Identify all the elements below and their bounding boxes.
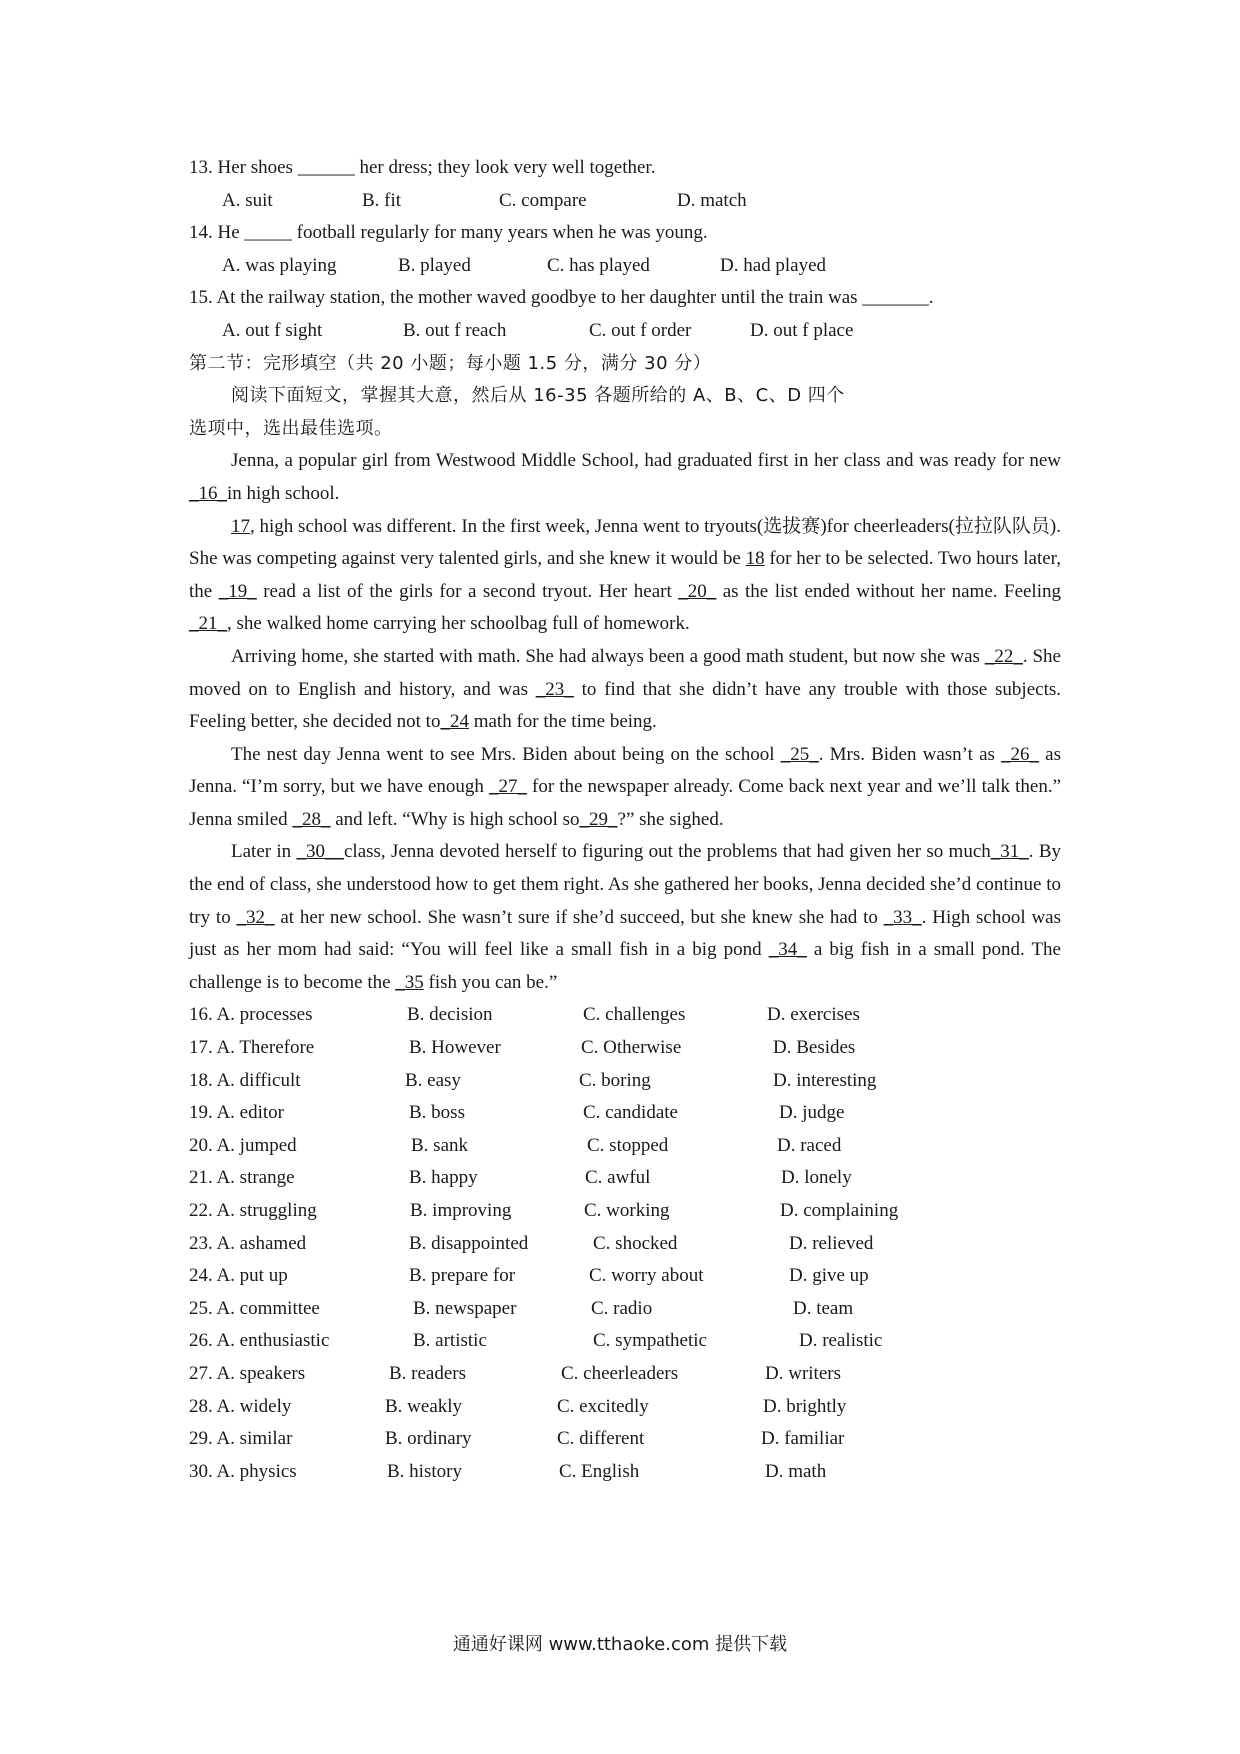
- option-d: D. match: [677, 189, 747, 211]
- blank-35: _35: [395, 971, 424, 993]
- option-d: D. had played: [720, 254, 827, 276]
- section-heading: 第二节：完形填空（共 20 小题；每小题 1.5 分，满分 30 分）: [189, 352, 712, 374]
- question-14: [189, 217, 1061, 282]
- passage-paragraph-3: Arriving home, she started with math. She had always been a good math student, but now she was _22_. She moved on to English and history, and was _23_ to find that she didn’t have any trouble with those subjects. Feeling better, she decided not to_24 math for the time being.: [189, 645, 1061, 733]
- question-options: [189, 185, 1061, 218]
- choice-row: 24. A. put up B. prepare for C. worry about D. give up: [189, 1265, 869, 1287]
- choice-row: 26. A. enthusiastic B. artistic C. sympathetic D. realistic: [189, 1330, 883, 1352]
- choice-row: 17. A. Therefore B. However C. Otherwise D. Besides: [189, 1037, 856, 1059]
- blank-22: _22_: [984, 645, 1023, 667]
- option-a: A. suit: [222, 189, 273, 211]
- choice-row: 29. A. similar B. ordinary C. different D. familiar: [189, 1428, 845, 1450]
- blank-27: _27_: [488, 776, 527, 798]
- choice-row: 16. A. processes B. decision C. challenges D. exercises: [189, 1004, 860, 1026]
- blank-25: _25_: [780, 743, 819, 765]
- option-b: B. fit: [362, 189, 402, 211]
- question-13: [189, 152, 1061, 217]
- passage-paragraph-2: 17, high school was different. In the first week, Jenna went to tryouts(选拔赛)for cheerleaders(拉拉队队员). She was competing against very talented girls, and she knew it would be 18 for her to be selected. Two hours later, the _19_ read a list of the girls for a second tryout. Her heart _20_ as the list ended without her name. Feeling _21_, she walked home carrying her schoolbag full of homework.: [189, 515, 1061, 635]
- option-c: C. has played: [547, 254, 650, 276]
- question-stem: 13. Her shoes ______ her dress; they look very well together.: [189, 157, 656, 178]
- blank-19: _19_: [218, 580, 257, 602]
- page-footer: 通通好课网 www.tthaoke.com 提供下载: [452, 1634, 788, 1655]
- blank-21: _21_: [189, 613, 227, 635]
- option-b: B. played: [398, 254, 471, 276]
- option-a: A. was playing: [222, 254, 337, 276]
- blank-33: _33_: [883, 906, 922, 928]
- blank-16: _16_: [189, 482, 227, 504]
- choice-row: 19. A. editor B. boss C. candidate D. judge: [189, 1102, 845, 1124]
- passage-paragraph-1: Jenna, a popular girl from Westwood Middle School, had graduated first in her class and was ready for new _16_in high school.: [189, 450, 1061, 504]
- blank-17: 17: [231, 515, 250, 537]
- blank-24: _24: [440, 711, 469, 733]
- choice-row: 25. A. committee B. newspaper C. radio D. team: [189, 1297, 854, 1319]
- option-c: C. out f order: [589, 319, 692, 341]
- blank-29: _29_: [579, 808, 618, 830]
- blank-32: _32_: [236, 906, 275, 928]
- choice-row: 18. A. difficult B. easy C. boring D. interesting: [189, 1069, 877, 1091]
- blank-18: 18: [745, 548, 765, 570]
- question-15: [189, 282, 1061, 347]
- choice-row: 30. A. physics B. history C. English D. math: [189, 1460, 827, 1482]
- blank-20: _20_: [678, 580, 717, 602]
- section-instruction: 阅读下面短文，掌握其大意，然后从 16-35 各题所给的 A、B、C、D 四个: [231, 385, 845, 407]
- option-c: C. compare: [499, 189, 587, 211]
- blank-34: _34_: [768, 939, 807, 961]
- blank-31: _31_: [990, 841, 1029, 863]
- question-stem: 14. He _____ football regularly for many years when he was young.: [189, 222, 708, 244]
- option-a: A. out f sight: [222, 319, 323, 341]
- option-d: D. out f place: [750, 319, 854, 341]
- section-instruction-cont: 选项中，选出最佳选项。: [189, 417, 393, 439]
- exam-content: [189, 152, 1061, 1488]
- choice-row: 20. A. jumped B. sank C. stopped D. raced: [189, 1134, 842, 1156]
- choice-list: [189, 999, 1061, 1488]
- choice-row: 27. A. speakers B. readers C. cheerleaders D. writers: [189, 1362, 841, 1384]
- blank-28: _28_: [292, 808, 331, 830]
- question-options: [189, 315, 1061, 348]
- question-stem: 15. At the railway station, the mother waved goodbye to her daughter until the train was _______.: [189, 287, 934, 309]
- choice-row: 28. A. widely B. weakly C. excitedly D. brightly: [189, 1395, 847, 1417]
- passage-paragraph-4: The nest day Jenna went to see Mrs. Biden about being on the school _25_. Mrs. Biden wasn’t as _26_ as Jenna. “I’m sorry, but we have enough _27_ for the newspaper already. Come back next year and we’ll talk then.” Jenna smiled _28_ and left. “Why is high school so_29_?” she sighed.: [189, 743, 1062, 830]
- blank-30: _30__: [296, 841, 344, 863]
- option-b: B. out f reach: [403, 319, 507, 341]
- passage-paragraph-5: Later in _30__class, Jenna devoted herself to figuring out the problems that had given her so much_31_. By the end of class, she understood how to get them right. As she gathered her books, Jenna decided she’d continue to try to _32_ at her new school. She wasn’t sure if she’d succeed, but she knew she had to _33_. High school was just as her mom had said: “You will feel like a small fish in a big pond _34_ a big fish in a small pond. The challenge is to become the _35 fish you can be.”: [189, 841, 1062, 993]
- choice-row: 21. A. strange B. happy C. awful D. lonely: [189, 1167, 852, 1189]
- blank-23: _23_: [535, 678, 574, 700]
- blank-26: _26_: [1001, 743, 1040, 765]
- question-options: [189, 250, 1061, 283]
- choice-row: 23. A. ashamed B. disappointed C. shocked D. relieved: [189, 1232, 874, 1254]
- choice-row: 22. A. struggling B. improving C. working D. complaining: [189, 1200, 899, 1221]
